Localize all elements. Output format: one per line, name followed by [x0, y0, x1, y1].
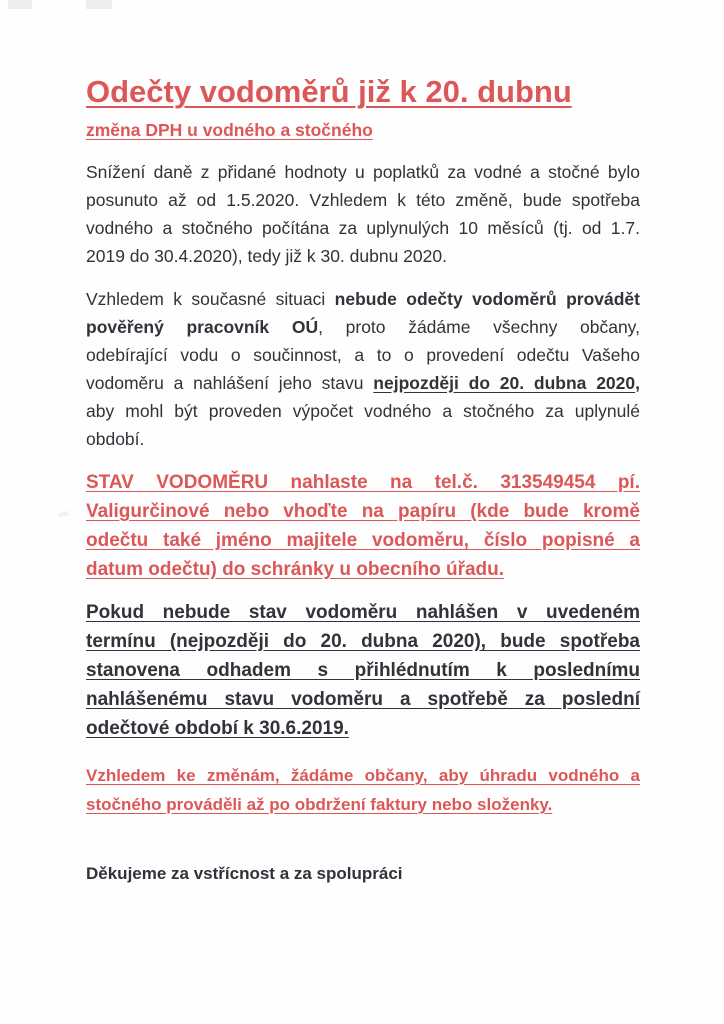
text-line	[86, 685, 640, 714]
text-run: termínu (nejpozději do 20. dubna 2020), bude spotřeba	[86, 631, 640, 652]
text-line	[86, 214, 640, 242]
text-run: odečtu také jméno majitele vodoměru, číslo popisné a	[86, 530, 640, 551]
paragraph-estimate-warning	[86, 598, 640, 743]
text-line	[86, 158, 640, 186]
text-line	[86, 341, 640, 369]
document-paragraphs	[86, 158, 640, 885]
text-line	[86, 397, 640, 425]
text-line	[86, 790, 640, 819]
text-run: Vzhledem k současné situaci	[86, 289, 335, 309]
text-line	[86, 369, 640, 397]
document-subtitle: změna DPH u vodného a stočného	[86, 120, 373, 140]
text-run: ,	[635, 373, 641, 393]
text-run: stanovena odhadem s přihlédnutím k poslednímu	[86, 660, 640, 681]
text-run: pověřený pracovník OÚ	[86, 317, 319, 337]
text-run: Pokud nebude stav vodoměru nahlášen v uvedeném	[86, 602, 640, 623]
text-run: nahlášenému stavu vodoměru a spotřebě za poslední	[86, 689, 640, 710]
paragraph-closing-thanks	[86, 863, 640, 885]
text-run: vodoměru a nahlášení jeho stavu	[86, 373, 374, 393]
text-line	[86, 598, 640, 627]
text-line	[86, 497, 640, 526]
text-run: nejpozději do 20. dubna 2020	[373, 373, 636, 393]
text-run: posunuto až od 1.5.2020. Vzhledem k této změně, bude spotřeba	[86, 190, 640, 210]
paragraph-report-instructions	[86, 468, 640, 584]
text-run: období.	[86, 429, 145, 449]
paragraph-payment-note	[86, 761, 640, 819]
text-run: Děkujeme za vstřícnost a za spolupráci	[86, 864, 403, 883]
text-run: 2019 do 30.4.2020), tedy již k 30. dubnu 2020.	[86, 246, 447, 266]
paragraph-dph-change	[86, 158, 640, 270]
text-run: stočného prováděli až po obdržení faktury nebo složenky.	[86, 795, 553, 814]
paragraph-reading-request	[86, 285, 640, 453]
text-line	[86, 186, 640, 214]
document-title: Odečty vodoměrů již k 20. dubnu	[86, 74, 572, 109]
text-run: vodného a stočného počítána za uplynulých 10 měsíců (tj. od 1.7.	[86, 218, 640, 238]
text-run: odebírající vodu o součinnost, a to o provedení odečtu Vašeho	[86, 345, 640, 365]
text-run: Snížení daně z přidané hodnoty u poplatků za vodné a stočné bylo	[86, 162, 640, 182]
text-run: STAV VODOMĚRU nahlaste na tel.č. 313549454 pí.	[86, 472, 640, 493]
text-run: odečtové období k 30.6.2019.	[86, 718, 349, 739]
text-line	[86, 468, 640, 497]
text-line	[86, 714, 640, 743]
text-run: aby mohl být proveden výpočet vodného a stočného za uplynulé	[86, 401, 640, 421]
text-run: , proto žádáme všechny občany,	[318, 317, 640, 337]
text-run: Vzhledem ke změnám, žádáme občany, aby úhradu vodného a	[86, 766, 640, 785]
text-line	[86, 555, 640, 584]
text-run: nebude odečty vodoměrů provádět	[334, 289, 640, 309]
text-run: datum odečtu) do schránky u obecního úřadu.	[86, 559, 505, 580]
text-line	[86, 761, 640, 790]
text-line	[86, 863, 640, 885]
text-line	[86, 313, 640, 341]
text-line	[86, 285, 640, 313]
text-line	[86, 425, 640, 453]
text-line	[86, 627, 640, 656]
text-line	[86, 242, 640, 270]
text-run: Valigurčinové nebo vhoďte na papíru (kde bude kromě	[86, 501, 640, 522]
text-line	[86, 526, 640, 555]
text-line	[86, 656, 640, 685]
